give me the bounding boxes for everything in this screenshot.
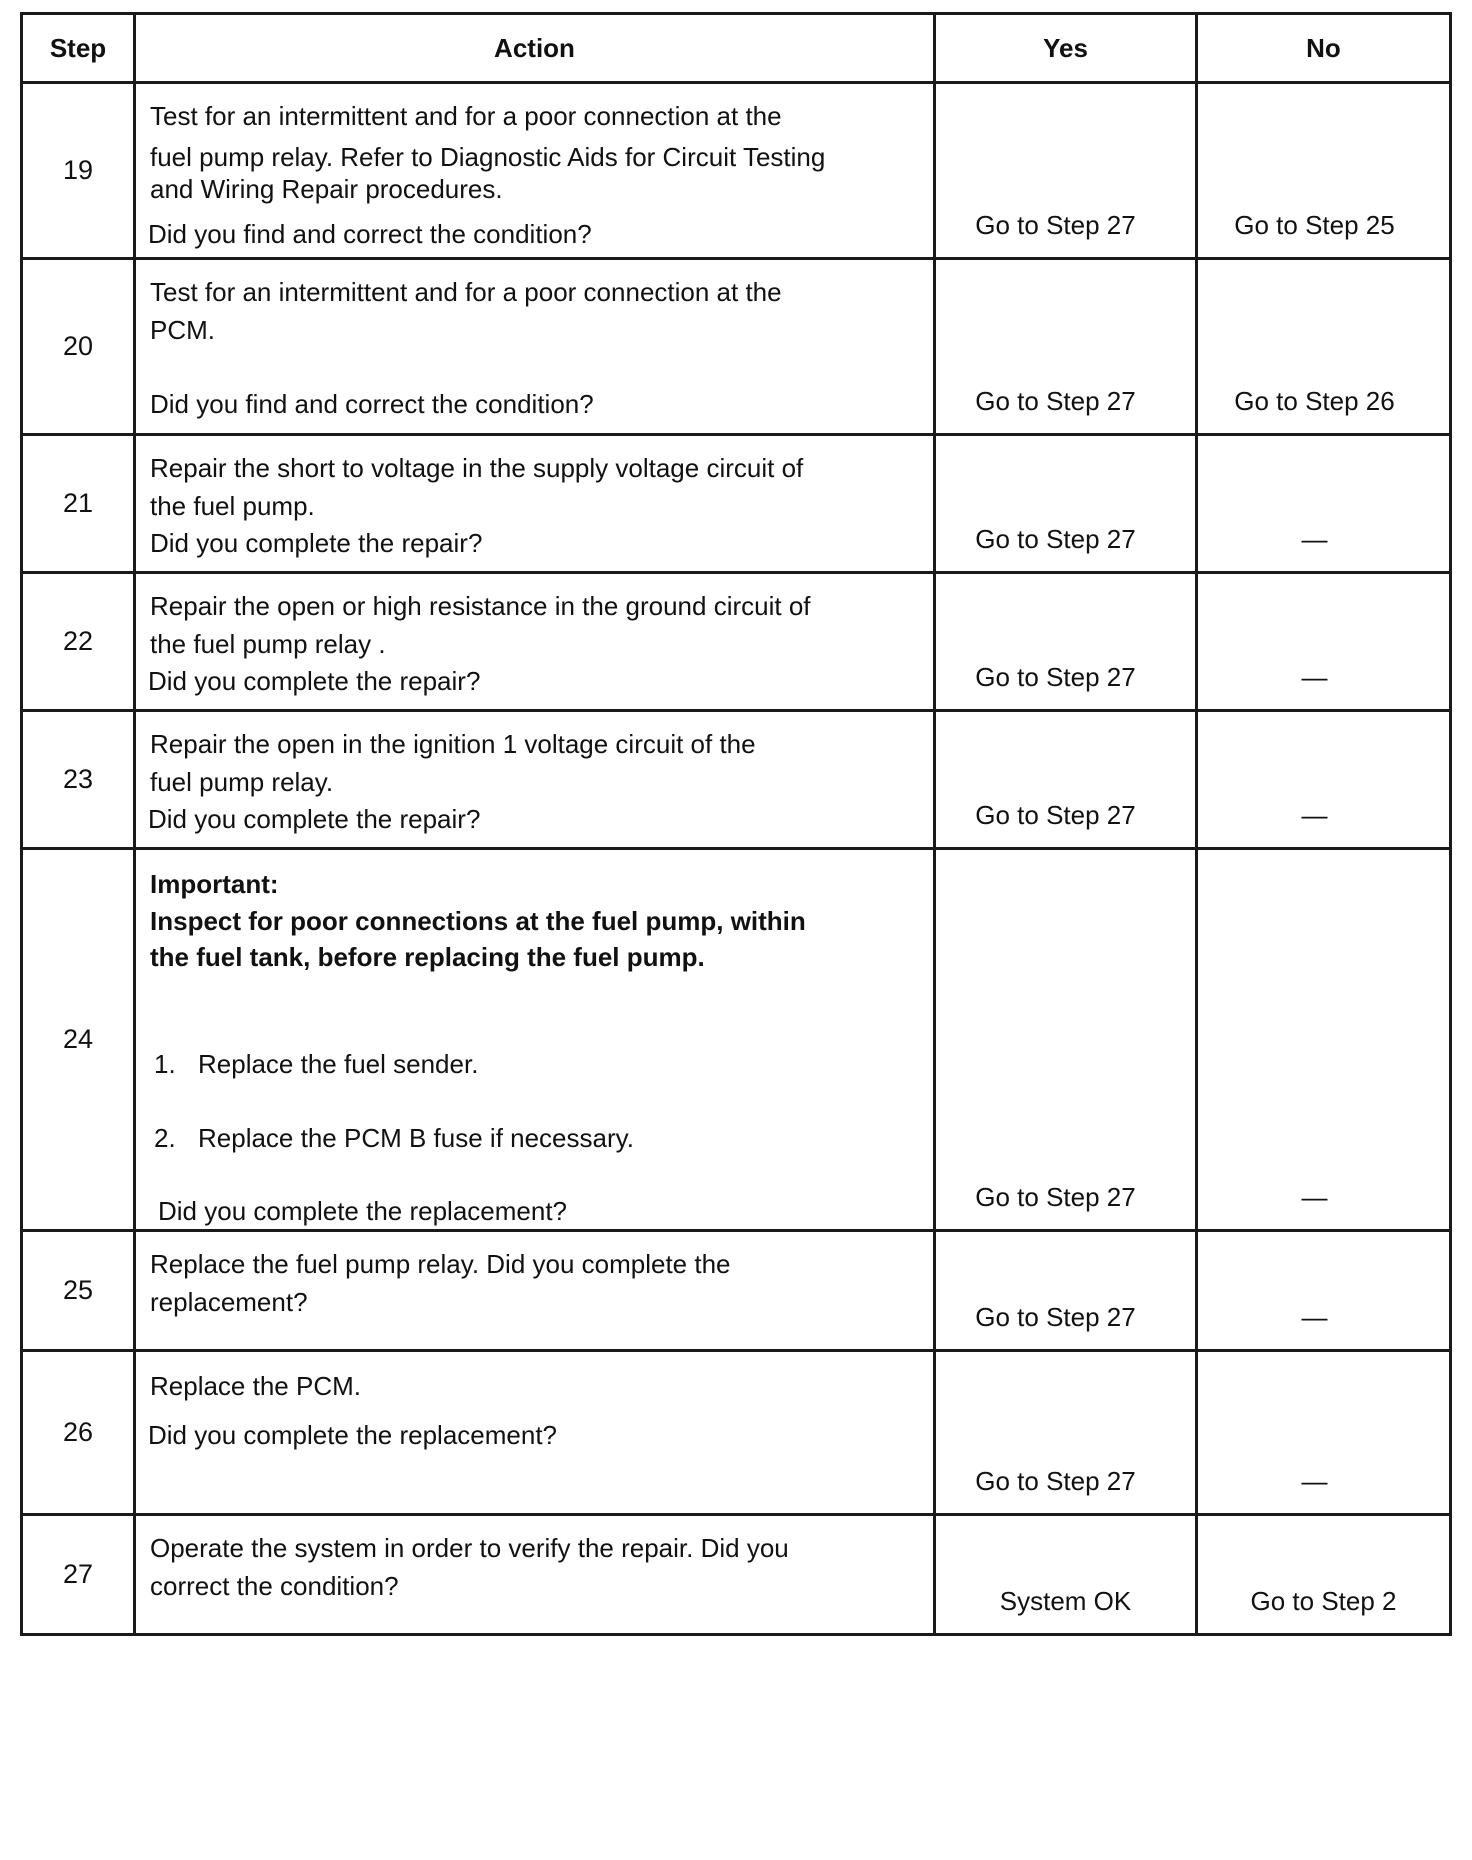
yes-cell bbox=[935, 259, 1197, 435]
action-question: Did you complete the replacement? bbox=[158, 1195, 568, 1226]
no-cell bbox=[1197, 1351, 1451, 1515]
no-cell bbox=[1197, 1515, 1451, 1635]
list-item bbox=[150, 1122, 919, 1155]
table-row bbox=[22, 259, 1451, 435]
action-question: Did you complete the repair? bbox=[150, 528, 483, 558]
yes-result: Go to Step 27 bbox=[975, 1181, 1136, 1212]
yes-cell bbox=[935, 1515, 1197, 1635]
step-number: 27 bbox=[22, 1515, 135, 1635]
action-cell bbox=[135, 573, 935, 711]
action-line: PCM. bbox=[150, 314, 215, 345]
action-question: Did you complete the replacement? bbox=[148, 1419, 558, 1450]
diagnostic-steps-table bbox=[20, 12, 1452, 1636]
action-cell bbox=[135, 259, 935, 435]
list-item bbox=[150, 1048, 919, 1081]
table-row bbox=[22, 573, 1451, 711]
action-line: Replace the PCM. bbox=[150, 1371, 361, 1401]
table-row bbox=[22, 435, 1451, 573]
action-question: Did you find and correct the condition? bbox=[148, 218, 592, 249]
header-action: Action bbox=[135, 14, 935, 83]
header-no: No bbox=[1197, 14, 1451, 83]
action-line: Operate the system in order to verify the repair. Did you bbox=[150, 1533, 789, 1563]
action-line: Repair the open or high resistance in the ground circuit of bbox=[150, 591, 811, 621]
action-cell bbox=[135, 83, 935, 259]
no-cell bbox=[1197, 259, 1451, 435]
table-row bbox=[22, 83, 1451, 259]
yes-cell bbox=[935, 435, 1197, 573]
action-line: the fuel pump. bbox=[150, 490, 315, 521]
table-row bbox=[22, 1351, 1451, 1515]
action-question: Did you complete the repair? bbox=[148, 666, 481, 696]
important-line: the fuel tank, before replacing the fuel pump. bbox=[150, 942, 705, 972]
action-line: fuel pump relay. bbox=[150, 766, 334, 797]
no-result: — bbox=[1301, 1465, 1328, 1496]
step-number: 24 bbox=[22, 849, 135, 1231]
yes-result: Go to Step 27 bbox=[975, 1465, 1136, 1496]
yes-result: System OK bbox=[999, 1585, 1132, 1616]
action-question: Did you find and correct the condition? bbox=[150, 389, 594, 419]
no-cell bbox=[1197, 849, 1451, 1231]
step-number: 23 bbox=[22, 711, 135, 849]
header-yes: Yes bbox=[935, 14, 1197, 83]
step-number: 26 bbox=[22, 1351, 135, 1515]
yes-cell bbox=[935, 83, 1197, 259]
action-cell bbox=[135, 849, 935, 1231]
yes-cell bbox=[935, 849, 1197, 1231]
yes-cell bbox=[935, 1231, 1197, 1351]
action-line: Repair the open in the ignition 1 voltage circuit of the bbox=[150, 729, 756, 759]
action-line: correct the condition? bbox=[150, 1570, 399, 1601]
yes-cell bbox=[935, 573, 1197, 711]
yes-result: Go to Step 27 bbox=[975, 209, 1136, 240]
action-cell bbox=[135, 1515, 935, 1635]
no-result: — bbox=[1301, 1301, 1328, 1332]
no-result: — bbox=[1301, 523, 1328, 554]
yes-result: Go to Step 27 bbox=[975, 1301, 1136, 1332]
important-line: Inspect for poor connections at the fuel pump, within bbox=[150, 905, 806, 936]
no-result: — bbox=[1301, 1181, 1328, 1212]
no-cell bbox=[1197, 573, 1451, 711]
action-question: Did you complete the repair? bbox=[148, 804, 481, 834]
action-line: Test for an intermittent and for a poor connection at the bbox=[150, 101, 782, 131]
yes-result: Go to Step 27 bbox=[975, 661, 1136, 692]
no-cell bbox=[1197, 1231, 1451, 1351]
action-cell bbox=[135, 1351, 935, 1515]
list-text: Replace the fuel sender. bbox=[198, 1048, 479, 1079]
header-step: Step bbox=[22, 14, 135, 83]
action-line: and Wiring Repair procedures. bbox=[150, 174, 503, 204]
action-line: Test for an intermittent and for a poor connection at the bbox=[150, 277, 782, 307]
no-result: — bbox=[1301, 799, 1328, 830]
step-number: 20 bbox=[22, 259, 135, 435]
step-number: 22 bbox=[22, 573, 135, 711]
yes-cell bbox=[935, 1351, 1197, 1515]
table-row bbox=[22, 849, 1451, 1231]
step-number: 21 bbox=[22, 435, 135, 573]
action-line: the fuel pump relay . bbox=[150, 628, 386, 659]
step-number: 19 bbox=[22, 83, 135, 259]
no-result: Go to Step 26 bbox=[1234, 385, 1395, 416]
table-row bbox=[22, 711, 1451, 849]
yes-result: Go to Step 27 bbox=[975, 385, 1136, 416]
action-cell bbox=[135, 435, 935, 573]
table-row bbox=[22, 1515, 1451, 1635]
action-line: replacement? bbox=[150, 1286, 308, 1317]
step-number: 25 bbox=[22, 1231, 135, 1351]
list-text: Replace the PCM B fuse if necessary. bbox=[198, 1123, 634, 1153]
important-label: Important: bbox=[150, 869, 279, 899]
list-number: 1. bbox=[154, 1048, 176, 1079]
no-cell bbox=[1197, 435, 1451, 573]
no-result: Go to Step 2 bbox=[1250, 1585, 1397, 1616]
list-number: 2. bbox=[154, 1123, 176, 1153]
action-line: Repair the short to voltage in the supply voltage circuit of bbox=[150, 453, 804, 483]
yes-cell bbox=[935, 711, 1197, 849]
no-result: — bbox=[1301, 661, 1328, 692]
header-row bbox=[22, 14, 1451, 83]
yes-result: Go to Step 27 bbox=[975, 799, 1136, 830]
action-line: Replace the fuel pump relay. Did you complete the bbox=[150, 1249, 731, 1279]
action-line: fuel pump relay. Refer to Diagnostic Aids for Circuit Testing bbox=[150, 141, 826, 172]
yes-result: Go to Step 27 bbox=[975, 523, 1136, 554]
no-cell bbox=[1197, 83, 1451, 259]
no-cell bbox=[1197, 711, 1451, 849]
no-result: Go to Step 25 bbox=[1234, 209, 1395, 240]
action-cell bbox=[135, 1231, 935, 1351]
action-cell bbox=[135, 711, 935, 849]
table-row bbox=[22, 1231, 1451, 1351]
